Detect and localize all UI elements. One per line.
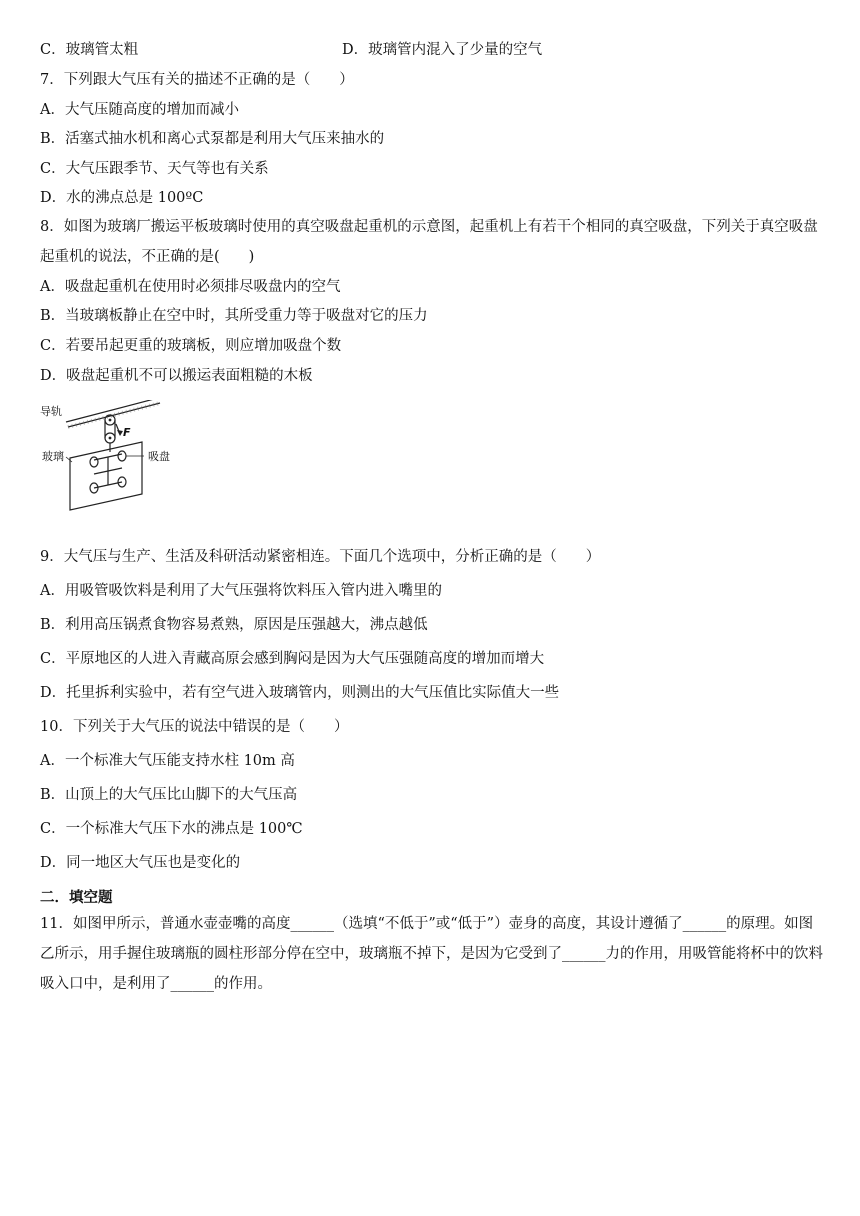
sucker-icon xyxy=(90,457,98,467)
q6-option-c: C．玻璃管太粗 xyxy=(40,42,139,58)
q8-option-b: B．当玻璃板静止在空中时，其所受重力等于吸盘对它的压力 xyxy=(40,308,428,324)
q11-text: 11．如图甲所示，普通水壶壶嘴的高度______（选填“不低于”或“低于”）壶身的高度，其设计遵循了______的原理。如图乙所示，用手握住玻璃瓶的圆柱形部分停在空中，玻璃瓶不掉下，是因为它受到了______力的作用，用吸管能将杯中的饮料吸入口中，是利用了______的作用。 xyxy=(40,916,823,992)
q7-option-b: B．活塞式抽水机和离心式泵都是利用大气压来抽水的 xyxy=(40,131,385,147)
rail-line-top xyxy=(66,400,158,422)
q10-option-a: A．一个标准大气压能支持水柱 10m 高 xyxy=(40,753,295,769)
glass-label: 玻璃 xyxy=(42,450,64,463)
q8-option-a: A．吸盘起重机在使用时必须排尽吸盘内的空气 xyxy=(40,279,341,295)
q9-option-a: A．用吸管吸饮料是利用了大气压强将饮料压入管内进入嘴里的 xyxy=(40,583,442,599)
q8-stem: 8．如图为玻璃厂搬运平板玻璃时使用的真空吸盘起重机的示意图，起重机上有若干个相同的真空吸盘，下列关于真空吸盘起重机的说法，不正确的是( ) xyxy=(40,219,818,265)
q9-option-b: B．利用高压锅煮食物容易煮熟，原因是压强越大，沸点越低 xyxy=(40,617,428,633)
q10-option-b: B．山顶上的大气压比山脚下的大气压高 xyxy=(40,787,298,803)
pulley-upper-axle xyxy=(109,419,112,422)
q9-stem: 9．大气压与生产、生活及科研活动紧密相连。下面几个选项中，分析正确的是（ ） xyxy=(40,549,601,565)
sucker-icon xyxy=(118,451,126,461)
q6-option-d: D．玻璃管内混入了少量的空气 xyxy=(342,42,543,58)
q7-option-d: D．水的沸点总是 100ºC xyxy=(40,190,204,206)
q8-option-c: C．若要吊起更重的玻璃板，则应增加吸盘个数 xyxy=(40,338,342,354)
vacuum-sucker-crane-diagram xyxy=(40,400,180,512)
q10-stem: 10．下列关于大气压的说法中错误的是（ ） xyxy=(40,719,349,735)
q7-option-a: A．大气压随高度的增加而减小 xyxy=(40,102,239,118)
force-label: F xyxy=(123,426,131,439)
section-heading-fill-in: 二．填空题 xyxy=(40,890,113,906)
q8-option-d: D．吸盘起重机不可以搬运表面粗糙的木板 xyxy=(40,368,313,384)
q10-option-c: C．一个标准大气压下水的沸点是 100℃ xyxy=(40,821,303,837)
glass-plate xyxy=(70,442,142,510)
q7-stem: 7．下列跟大气压有关的描述不正确的是（ ） xyxy=(40,72,354,88)
q7-option-c: C．大气压跟季节、天气等也有关系 xyxy=(40,161,269,177)
sucker-label: 吸盘 xyxy=(148,450,170,463)
pulley-lower-axle xyxy=(109,437,112,440)
q9-option-d: D．托里拆利实验中，若有空气进入玻璃管内，则测出的大气压值比实际值大一些 xyxy=(40,685,560,701)
q9-option-c: C．平原地区的人进入青藏高原会感到胸闷是因为大气压强随高度的增加而增大 xyxy=(40,651,545,667)
rail-label: 导轨 xyxy=(40,405,62,418)
q10-option-d: D．同一地区大气压也是变化的 xyxy=(40,855,241,871)
